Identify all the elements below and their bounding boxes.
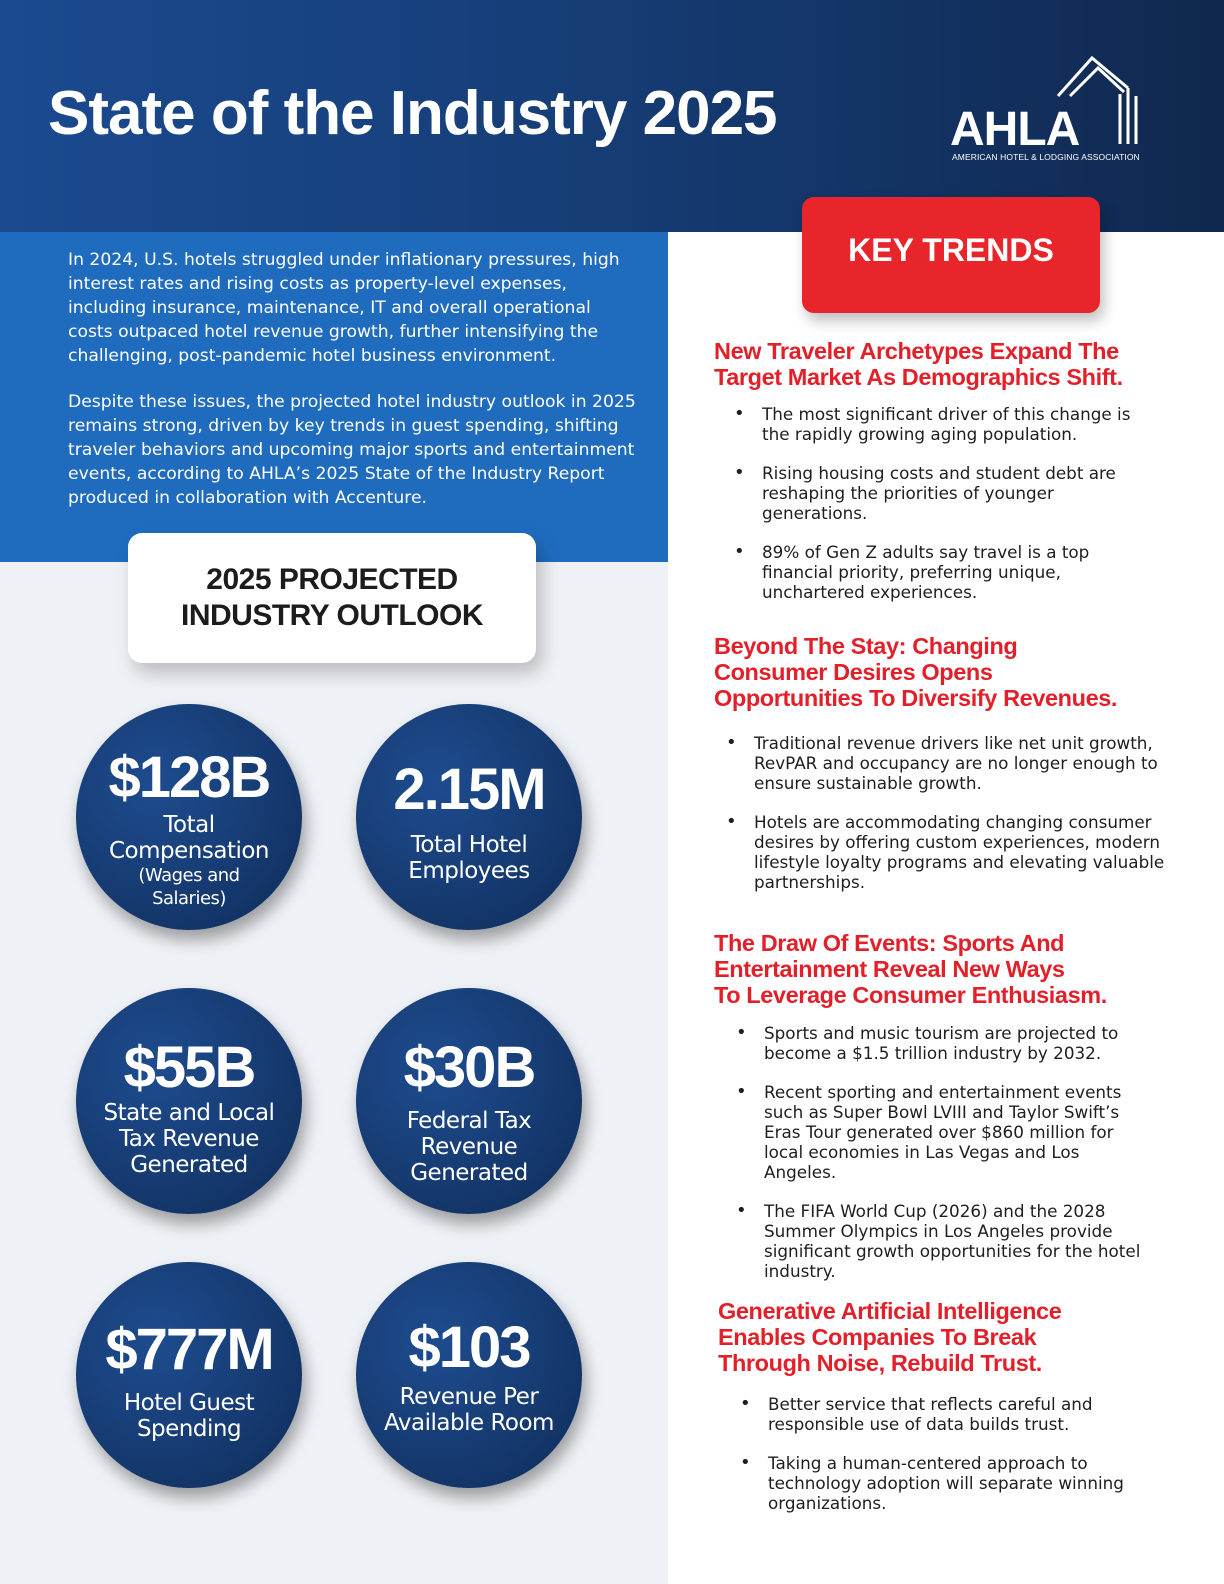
stat-label: Employees <box>408 858 530 884</box>
list-item: • Rising housing costs and student debt are reshaping the priorities of younger generations. <box>734 463 1144 523</box>
trend-bullet-list <box>736 1023 1156 1300</box>
stat-total-hotel-employees <box>356 704 582 930</box>
stat-label: Total Hotel <box>410 832 528 858</box>
stat-hotel-guest-spending <box>76 1262 302 1488</box>
stat-value: $128B <box>108 745 270 810</box>
trend-title-line: The Draw Of Events: Sports And <box>714 930 1065 956</box>
stat-label: State and Local <box>103 1100 275 1126</box>
stat-label: Compensation <box>109 838 269 864</box>
list-item: • The most significant driver of this change is the rapidly growing aging population. <box>734 404 1144 444</box>
logo-wordmark: AHLA <box>950 103 1080 156</box>
list-item: • The FIFA World Cup (2026) and the 2028 Summer Olympics in Los Angeles provide significant growth opportunities for the hotel industry. <box>736 1201 1156 1281</box>
stat-label: Spending <box>136 1416 242 1442</box>
trend-title-line: New Traveler Archetypes Expand The <box>714 338 1119 364</box>
trend-title-line: Opportunities To Diversify Revenues. <box>714 685 1118 711</box>
stat-label: Revenue Per <box>399 1384 539 1410</box>
intro-panel <box>0 232 668 562</box>
list-item: • 89% of Gen Z adults say travel is a top financial priority, preferring unique, unchartered experiences. <box>734 542 1144 602</box>
trend-bullet-list <box>734 404 1144 621</box>
stat-sublabel: Salaries) <box>152 888 226 909</box>
stat-value: $55B <box>123 1035 255 1100</box>
stat-value: $777M <box>105 1317 273 1382</box>
list-item: • Better service that reflects careful and responsible use of data builds trust. <box>740 1394 1140 1434</box>
trend-title <box>714 338 1123 390</box>
stat-label: Total <box>163 812 215 838</box>
intro-paragraph-1: In 2024, U.S. hotels struggled under inflationary pressures, high interest rates and rising costs as property-level expenses, including insurance, maintenance, IT and overall operational costs outpaced hotel revenue growth, further intensifying the challenging, post-pandemic hotel business environment. <box>68 250 620 366</box>
outlook-heading <box>181 562 483 634</box>
page-title: State of the Industry 2025 <box>48 79 777 148</box>
stat-label: Federal Tax <box>406 1108 532 1134</box>
trend-title <box>714 930 1107 1008</box>
stat-value: $30B <box>403 1035 535 1100</box>
trend-title-line: Generative Artificial Intelligence <box>718 1298 1062 1324</box>
intro-paragraph-2: Despite these issues, the projected hotel industry outlook in 2025 remains strong, driven by key trends in guest spending, shifting traveler behaviors and upcoming major sports and entertainment events, according to AHLA’s 2025 State of the Industry Report produced in collaboration with Accenture. <box>68 392 636 508</box>
stat-label: Generated <box>410 1160 528 1186</box>
stat-value: $103 <box>408 1315 530 1380</box>
stat-sublabel: (Wages and <box>138 865 240 886</box>
ahla-logo <box>950 52 1160 164</box>
stat-federal-tax <box>356 988 582 1214</box>
stat-state-local-tax <box>76 988 302 1214</box>
trend-bullet-list <box>726 733 1166 911</box>
key-trends-heading-box <box>802 197 1100 313</box>
trend-bullet-list <box>740 1394 1140 1532</box>
outlook-heading-box <box>128 533 536 663</box>
trend-title-line: Entertainment Reveal New Ways <box>714 956 1065 982</box>
stat-label: Tax Revenue <box>119 1126 259 1152</box>
stat-revpar <box>356 1262 582 1488</box>
key-trends-heading: KEY TRENDS <box>848 231 1054 268</box>
trend-title-line: Consumer Desires Opens <box>714 659 993 685</box>
logo-subtitle: AMERICAN HOTEL & LODGING ASSOCIATION <box>952 152 1140 162</box>
list-item: • Sports and music tourism are projected to become a $1.5 trillion industry by 2032. <box>736 1023 1156 1063</box>
outlook-heading-line: 2025 PROJECTED <box>206 563 458 596</box>
list-item: • Recent sporting and entertainment events such as Super Bowl LVIII and Taylor Swift’s Eras Tour generated over $860 million for local economies in Las Vegas and Los Angeles. <box>736 1082 1156 1182</box>
trend-title-line: Enables Companies To Break <box>718 1324 1037 1350</box>
stat-label: Hotel Guest <box>123 1390 255 1416</box>
stat-label: Revenue <box>420 1134 518 1160</box>
list-item: • Traditional revenue drivers like net unit growth, RevPAR and occupancy are no longer enough to ensure sustainable growth. <box>726 733 1166 793</box>
trend-title-line: Target Market As Demographics Shift. <box>714 364 1123 390</box>
trend-title-line: To Leverage Consumer Enthusiasm. <box>714 982 1107 1008</box>
trend-title <box>718 1298 1061 1376</box>
stat-label: Generated <box>130 1152 248 1178</box>
trend-title-line: Beyond The Stay: Changing <box>714 633 1018 659</box>
trend-title <box>714 633 1117 711</box>
stat-total-compensation <box>76 704 302 930</box>
trend-title-line: Through Noise, Rebuild Trust. <box>718 1350 1042 1376</box>
stat-label: Available Room <box>384 1410 554 1436</box>
list-item: • Hotels are accommodating changing consumer desires by offering custom experiences, modern lifestyle loyalty programs and elevating valuable partnerships. <box>726 812 1166 892</box>
stat-value: 2.15M <box>393 757 545 822</box>
list-item: • Taking a human-centered approach to technology adoption will separate winning organizations. <box>740 1453 1140 1513</box>
outlook-heading-line: INDUSTRY OUTLOOK <box>180 599 483 632</box>
